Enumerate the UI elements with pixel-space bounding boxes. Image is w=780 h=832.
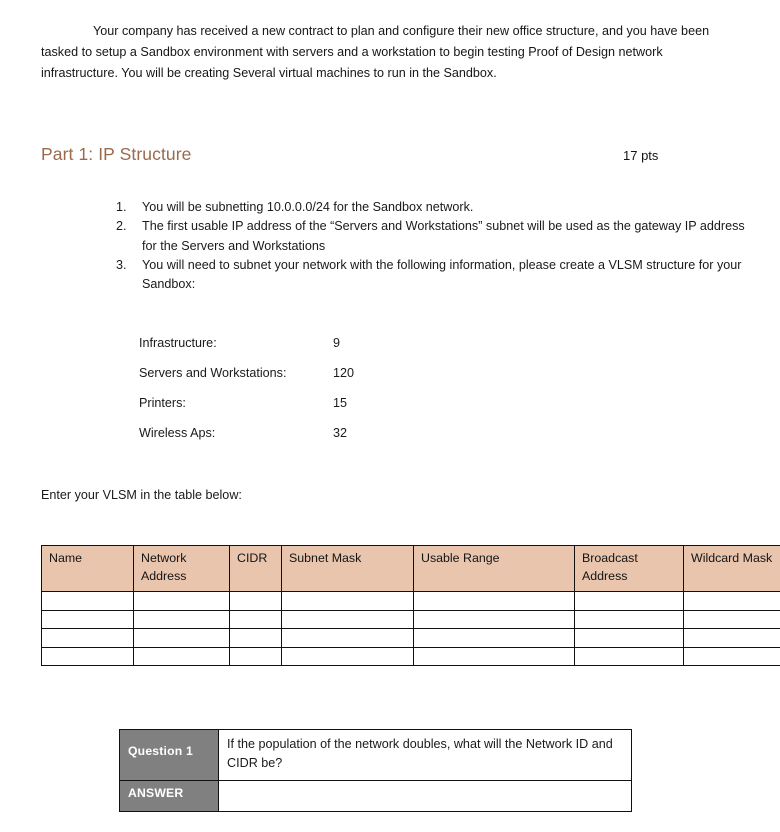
cell-broadcast-address[interactable]	[575, 629, 684, 648]
list-item-number: 2.	[116, 219, 127, 234]
requirement-row	[139, 395, 559, 425]
requirements-list	[139, 335, 559, 455]
column-header-wildcard-mask: Wildcard Mask	[684, 546, 780, 592]
requirement-row	[139, 365, 559, 395]
table-row	[42, 629, 780, 648]
cell-usable-range[interactable]	[414, 610, 575, 629]
list-item-number: 1.	[116, 200, 127, 214]
intro-paragraph: Your company has received a new contract to plan and configure their new office structure, and you have been tasked to setup a Sandbox environment with servers and a workstation to begin testing Proof of Design network infrastructure. You will be creating Several virtual machines to run in the Sandbox.	[41, 23, 710, 80]
table-row	[42, 647, 780, 666]
question-table	[119, 729, 632, 812]
cell-subnet-mask[interactable]	[282, 610, 414, 629]
cell-name[interactable]	[42, 629, 134, 648]
cell-cidr[interactable]	[230, 647, 282, 666]
column-header-name: Name	[42, 546, 134, 592]
column-header-subnet-mask: Subnet Mask	[282, 546, 414, 592]
cell-name[interactable]	[42, 647, 134, 666]
question-table-container	[119, 729, 632, 812]
list-item	[116, 256, 746, 295]
cell-network-address[interactable]	[134, 592, 230, 611]
cell-cidr[interactable]	[230, 592, 282, 611]
cell-name[interactable]	[42, 592, 134, 611]
requirement-label: Wireless Aps:	[139, 426, 216, 440]
column-header-network-address: Network Address	[134, 546, 230, 592]
cell-wildcard-mask[interactable]	[684, 647, 780, 666]
vlsm-table-container	[41, 545, 773, 666]
cell-wildcard-mask[interactable]	[684, 610, 780, 629]
list-item	[116, 198, 746, 217]
cell-wildcard-mask[interactable]	[684, 592, 780, 611]
table-row	[42, 592, 780, 611]
table-prompt: Enter your VLSM in the table below:	[41, 488, 242, 502]
section-points: 17 pts	[623, 148, 659, 163]
section-header	[41, 143, 733, 167]
list-item	[116, 217, 746, 256]
cell-subnet-mask[interactable]	[282, 592, 414, 611]
cell-usable-range[interactable]	[414, 629, 575, 648]
question-row	[120, 730, 632, 781]
answer-label: ANSWER	[120, 781, 219, 812]
list-item-text: You will be subnetting 10.0.0.0/24 for the Sandbox network.	[142, 200, 474, 214]
cell-usable-range[interactable]	[414, 592, 575, 611]
column-header-broadcast-address: Broadcast Address	[575, 546, 684, 592]
cell-broadcast-address[interactable]	[575, 592, 684, 611]
cell-wildcard-mask[interactable]	[684, 629, 780, 648]
requirement-row	[139, 335, 559, 365]
cell-subnet-mask[interactable]	[282, 647, 414, 666]
list-item-text: You will need to subnet your network with the following information, please create a VLSM structure for your Sandbox:	[142, 257, 742, 292]
cell-broadcast-address[interactable]	[575, 610, 684, 629]
vlsm-table	[41, 545, 780, 666]
question-label: Question 1	[120, 730, 219, 781]
cell-network-address[interactable]	[134, 629, 230, 648]
column-header-usable-range: Usable Range	[414, 546, 575, 592]
cell-network-address[interactable]	[134, 610, 230, 629]
cell-subnet-mask[interactable]	[282, 629, 414, 648]
column-header-cidr: CIDR	[230, 546, 282, 592]
cell-cidr[interactable]	[230, 610, 282, 629]
requirement-label: Servers and Workstations:	[139, 366, 287, 380]
requirement-value: 120	[333, 366, 355, 380]
table-header-row	[42, 546, 780, 592]
answer-input-cell[interactable]	[219, 781, 632, 812]
cell-broadcast-address[interactable]	[575, 647, 684, 666]
requirement-row	[139, 425, 559, 455]
list-item-number: 3.	[116, 257, 127, 272]
table-row	[42, 610, 780, 629]
cell-usable-range[interactable]	[414, 647, 575, 666]
requirement-value: 32	[333, 426, 348, 440]
instruction-list	[116, 198, 746, 294]
cell-name[interactable]	[42, 610, 134, 629]
cell-cidr[interactable]	[230, 629, 282, 648]
requirement-label: Printers:	[139, 396, 186, 410]
answer-row	[120, 781, 632, 812]
list-item-text: The first usable IP address of the “Servers and Workstations” subnet will be used as the gateway IP address for the Servers and Workstations	[142, 219, 745, 253]
requirement-label: Infrastructure:	[139, 336, 217, 350]
section-title: Part 1: IP Structure	[41, 144, 192, 164]
question-text: If the population of the network doubles, what will the Network ID and CIDR be?	[219, 730, 632, 781]
requirement-value: 9	[333, 336, 341, 350]
cell-network-address[interactable]	[134, 647, 230, 666]
requirement-value: 15	[333, 396, 348, 410]
